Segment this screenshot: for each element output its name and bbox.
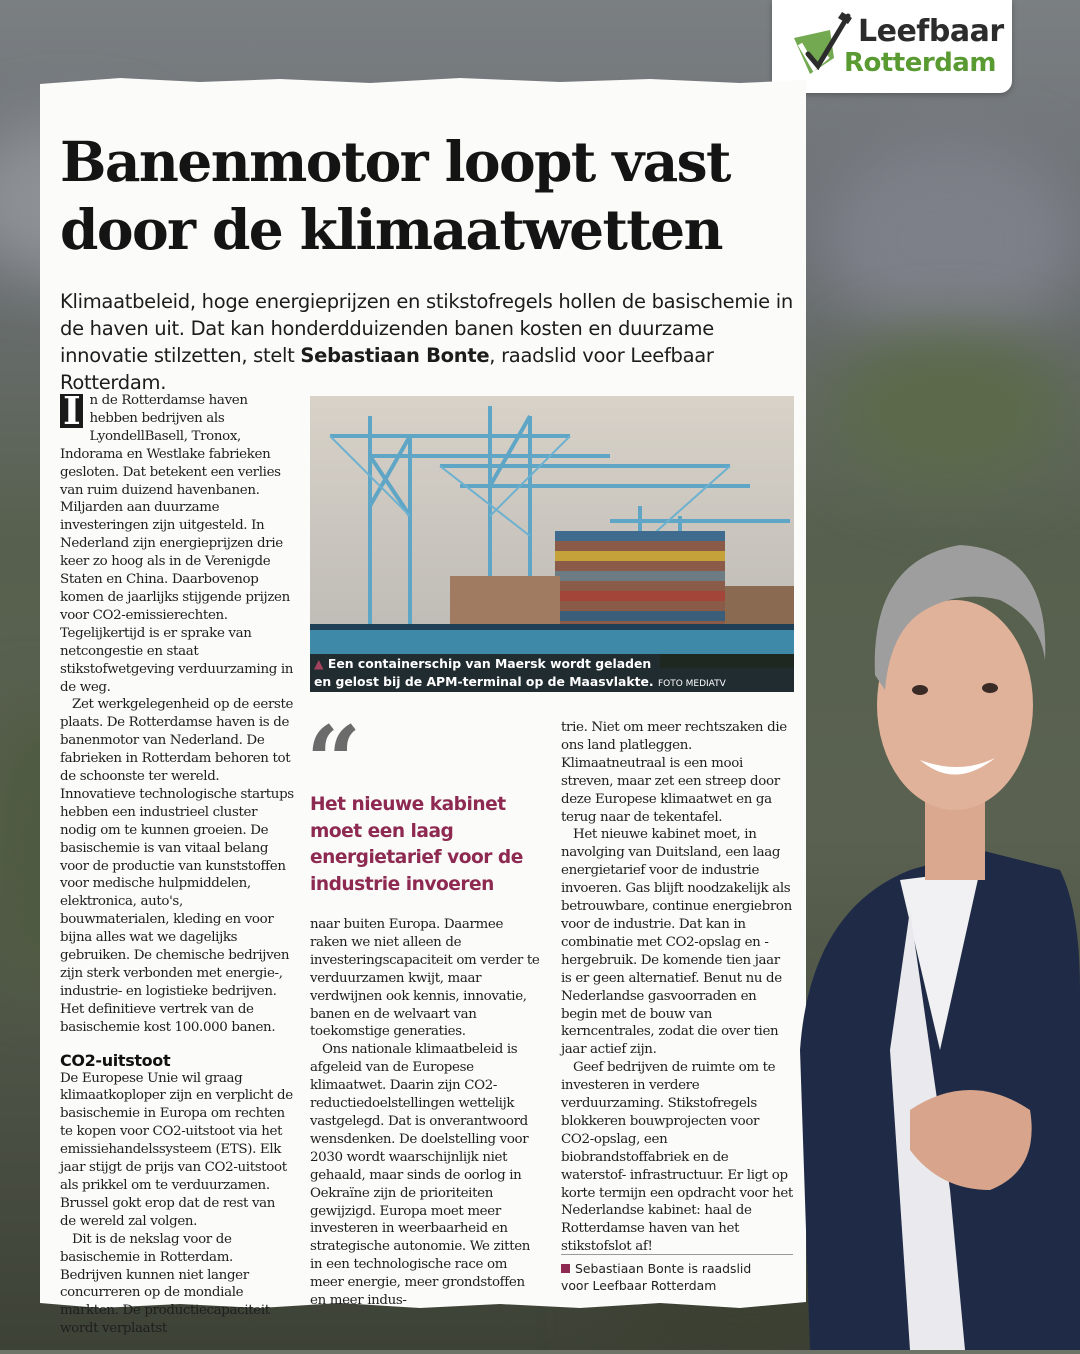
photo-credit: FOTO MEDIATV: [657, 679, 726, 689]
caption-triangle-icon: ▲: [314, 656, 324, 671]
intro-author: Sebastiaan Bonte: [300, 344, 490, 367]
article-column-3: [561, 719, 793, 1256]
article-column-1: [60, 388, 294, 1338]
container-ship-photo: [310, 396, 794, 692]
caption-line-1: Een containerschip van Maersk wordt geladen: [327, 656, 652, 671]
paragraph-text: n de Rotterdamse haven hebben bedrijven als LyondellBasell, Tronox, Indorama en Westlake fabrieken gesloten. Dat betekent een verlies van ruim duizend havenbanen. Miljarden aan duurzame investeringen zijn uitgesteld. In Nederland zijn energieprijzen drie keer zo hoog als in de Verenigde Staten en China. Daarbovenop komen de jaarlijks stijgende prijzen voor CO2-emissierechten. Tegelijkertijd is er sprake van netcongestie en staat stikstofwetgeving verduurzaming in de weg.: [60, 393, 294, 695]
paragraph: Dit is de nekslag voor de basischemie in Rotterdam. Bedrijven kunnen niet langer concurreren op de mondiale markten. De productiecapaciteit wordt verplaatst: [60, 1231, 270, 1337]
section-subhead: CO2-uitstoot: [60, 1050, 171, 1070]
quote-mark-icon: “: [306, 705, 362, 818]
paragraph: De Europese Unie wil graag klimaatkoploper zijn en verplicht de basischemie in Europa om rechten te kopen voor CO2-uitstoot via het emissiehandelssysteem (ETS). Elk jaar stijgt de prijs van CO2-uitstoot als prikkel om te verduurzamen. Brussel gokt erop dat de rest van de wereld zal volgen.: [60, 1070, 293, 1229]
headline-line-1: Banenmotor loopt vast: [60, 129, 730, 194]
paragraph: Zet werkgelegenheid op de eerste plaats. De Rotterdamse haven is de banenmotor van Nederland. De fabrieken in Rotterdam behoren tot de schoonste ter wereld. Innovatieve technologische startups hebben een industrieel cluster nodig om te kunnen groeien. De basischemie is van vitaal belang voor de productie van kunststoffen voor medische hulpmiddelen, elektronica, auto's, bouwmaterialen, kleding en voor bijna alles wat we dagelijks gebruiken. De chemische bedrijven zijn sterk verbonden met energie-, industrie- en logistieke bedrijven. Het definitieve vertrek van de basischemie kost 100.000 banen.: [60, 697, 294, 1035]
article-column-2: [310, 916, 542, 1310]
paragraph: [60, 388, 294, 696]
byline-line-1: Sebastiaan Bonte is raadslid: [575, 1261, 752, 1276]
caption-line-2: en gelost bij de APM-terminal op de Maasvlakte.: [314, 674, 654, 689]
paragraph: Het nieuwe kabinet moet, in navolging van Duitsland, een laag energietarief voor de industrie invoeren. Gas blijft noodzakelijk als betrouwbare, continue energiebron voor de industrie. Dat kan in combinatie met CO2-opslag en -hergebruik. De komende tien jaar is er geen alternatief. Benut nu de Nederlandse gasvoorraden en begin met de bouw van kerncentrales, zodat die over tien jaar actief zijn.: [561, 827, 792, 1058]
intro-text: Klimaatbeleid, hoge energieprijzen en stikstofregels hollen de basischemie in de haven uit. Dat kan honderdduizenden banen kosten en duurzame innovatie stilzetten, stelt: [60, 290, 793, 367]
drop-cap: I: [60, 394, 83, 428]
paragraph: naar buiten Europa. Daarmee raken we niet alleen de investeringscapaciteit om verder te verduurzamen kwijt, maar verdwijnen ook kennis, innovatie, banen en de welvaart van toekomstige generaties.: [310, 917, 540, 1040]
headline-line-2: door de klimaatwetten: [60, 197, 722, 262]
byline-line-2: voor Leefbaar Rotterdam: [561, 1278, 717, 1293]
author-portrait: [790, 490, 1080, 1350]
paragraph: Ons nationale klimaatbeleid is afgeleid van de Europese klimaatwet. Daarin zijn CO2-reductiedoelstellingen wettelijk vastgelegd. Dat is onverantwoord wensdenken. De doelstelling voor 2030 wordt waarschijnlijk niet gehaald, maar sinds de oorlog in Oekraïne zijn de prioriteiten gewijzigd. Europa moet meer investeren in weerbaarheid en strategische autonomie. We zitten in een technologische race om meer energie, meer grondstoffen en meer indus-: [310, 1042, 531, 1309]
pull-quote: Het nieuwe kabinet moet een laag energietarief voor de industrie invoeren: [310, 794, 523, 895]
party-logo: [772, 0, 1012, 93]
article-headline: [60, 128, 780, 264]
logo-line-2: Rotterdam: [844, 48, 996, 78]
article-intro: [60, 288, 795, 396]
photo-caption: [310, 654, 794, 692]
paragraph: Geef bedrijven de ruimte om te investeren in verdere verduurzaming. Stikstofregels blokkeren bouwprojecten voor CO2-opslag, een biobrandstoffabriek en de waterstof- infrastructuur. Er ligt op korte termijn een opdracht voor het Nederlandse kabinet: haal de Rotterdamse haven van het stikstofslot af!: [561, 1060, 793, 1255]
author-byline: [561, 1254, 793, 1294]
intro-text-end: , raadslid voor Leefbaar Rotterdam.: [60, 344, 714, 394]
byline-square-icon: [561, 1264, 570, 1273]
logo-line-1: Leefbaar: [858, 14, 1004, 49]
paragraph: trie. Niet om meer rechtszaken die ons land platleggen. Klimaatneutraal is een mooi streven, maar zet een streep door deze Europese klimaatwet en ga terug naar de tekentafel.: [561, 720, 787, 825]
